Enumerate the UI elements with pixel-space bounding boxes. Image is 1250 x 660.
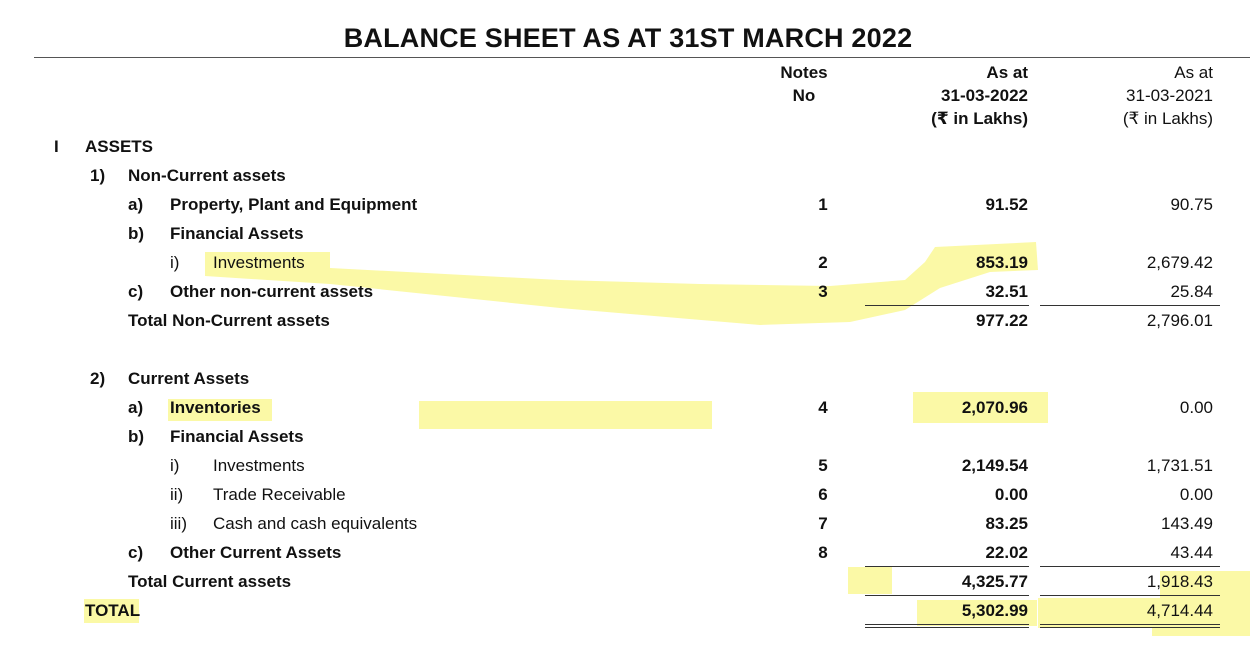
trade-roman: ii) (170, 485, 184, 504)
ppe-previous: 90.75 (1170, 195, 1213, 214)
current-header-line2: 31-03-2022 (941, 86, 1028, 105)
ppe-letter: a) (128, 195, 144, 214)
nc-other-previous: 25.84 (1170, 282, 1213, 301)
nc-subtotal-rule-previous (1040, 305, 1220, 306)
ca-total-label: Total Current assets (128, 572, 292, 591)
grand-total-label: TOTAL (85, 601, 141, 620)
current-header-line3: (₹ in Lakhs) (931, 109, 1028, 128)
ca-investments-roman: i) (170, 456, 180, 475)
nc-investments-previous: 2,679.42 (1146, 253, 1213, 272)
nc-financial-label: Financial Assets (170, 224, 304, 243)
cash-previous: 143.49 (1161, 514, 1213, 533)
nc-total-previous: 2,796.01 (1146, 311, 1213, 330)
double-rule-current-2 (865, 627, 1029, 628)
non-current-num: 1) (90, 166, 106, 185)
ca-other-note: 8 (818, 543, 828, 562)
non-current-label: Non-Current assets (128, 166, 286, 185)
trade-note: 6 (818, 485, 828, 504)
nc-investments-current: 853.19 (976, 253, 1028, 272)
current-num: 2) (90, 369, 106, 388)
previous-year-header (1040, 61, 1213, 130)
cash-roman: iii) (170, 514, 187, 533)
double-rule-previous-1 (1040, 624, 1220, 625)
total-top-rule-current (865, 595, 1029, 596)
ca-investments-current: 2,149.54 (961, 456, 1028, 475)
total-top-rule-previous (1040, 595, 1220, 596)
double-rule-current-1 (865, 624, 1029, 625)
notes-header (760, 61, 848, 107)
ca-other-previous: 43.44 (1170, 543, 1213, 562)
ca-other-label: Other Current Assets (170, 543, 342, 562)
nc-other-label: Other non-current assets (170, 282, 374, 301)
ca-subtotal-rule-previous (1040, 566, 1220, 567)
nc-investments-roman: i) (170, 253, 180, 272)
ca-subtotal-rule-current (865, 566, 1029, 567)
notes-header-line2: No (792, 86, 816, 105)
current-header-line1: As at (986, 63, 1028, 82)
nc-other-letter: c) (128, 282, 144, 301)
ppe-note: 1 (818, 195, 828, 214)
nc-subtotal-rule-current (865, 305, 1029, 306)
inventories-note: 4 (818, 398, 828, 417)
section-roman: I (54, 137, 59, 156)
current-label: Current Assets (128, 369, 250, 388)
nc-other-note: 3 (818, 282, 828, 301)
inventories-letter: a) (128, 398, 144, 417)
ca-other-current: 22.02 (985, 543, 1028, 562)
previous-header-line1: As at (1174, 63, 1213, 82)
notes-header-line1: Notes (780, 63, 828, 82)
nc-total-current: 977.22 (976, 311, 1028, 330)
nc-investments-note: 2 (818, 253, 828, 272)
ca-total-previous: 1,918.43 (1146, 572, 1213, 591)
ca-financial-label: Financial Assets (170, 427, 304, 446)
nc-financial-letter: b) (128, 224, 145, 243)
cash-label: Cash and cash equivalents (213, 514, 418, 533)
trade-previous: 0.00 (1179, 485, 1213, 504)
previous-header-line3: (₹ in Lakhs) (1122, 109, 1213, 128)
ca-investments-label: Investments (213, 456, 305, 475)
grand-total-current: 5,302.99 (961, 601, 1028, 620)
title-rule (34, 57, 1250, 58)
ca-financial-letter: b) (128, 427, 145, 446)
nc-other-current: 32.51 (985, 282, 1028, 301)
inventories-current: 2,070.96 (961, 398, 1028, 417)
nc-total-label: Total Non-Current assets (128, 311, 330, 330)
cash-current: 83.25 (985, 514, 1028, 533)
ca-investments-previous: 1,731.51 (1146, 456, 1213, 475)
ca-investments-note: 5 (818, 456, 828, 475)
current-year-header (860, 61, 1028, 130)
cash-note: 7 (818, 514, 828, 533)
grand-total-previous: 4,714.44 (1146, 601, 1213, 620)
ppe-current: 91.52 (985, 195, 1028, 214)
highlight-inventories-band (419, 401, 712, 429)
trade-label: Trade Receivable (213, 485, 346, 504)
page-title: BALANCE SHEET AS AT 31ST MARCH 2022 (343, 23, 913, 53)
double-rule-previous-2 (1040, 627, 1220, 628)
previous-header-line2: 31-03-2021 (1126, 86, 1213, 105)
ppe-label: Property, Plant and Equipment (170, 195, 418, 214)
trade-current: 0.00 (994, 485, 1028, 504)
ca-other-letter: c) (128, 543, 144, 562)
section-label: ASSETS (85, 137, 154, 156)
ca-total-current: 4,325.77 (961, 572, 1028, 591)
inventories-label: Inventories (170, 398, 261, 417)
nc-investments-label: Investments (213, 253, 305, 272)
inventories-previous: 0.00 (1179, 398, 1213, 417)
